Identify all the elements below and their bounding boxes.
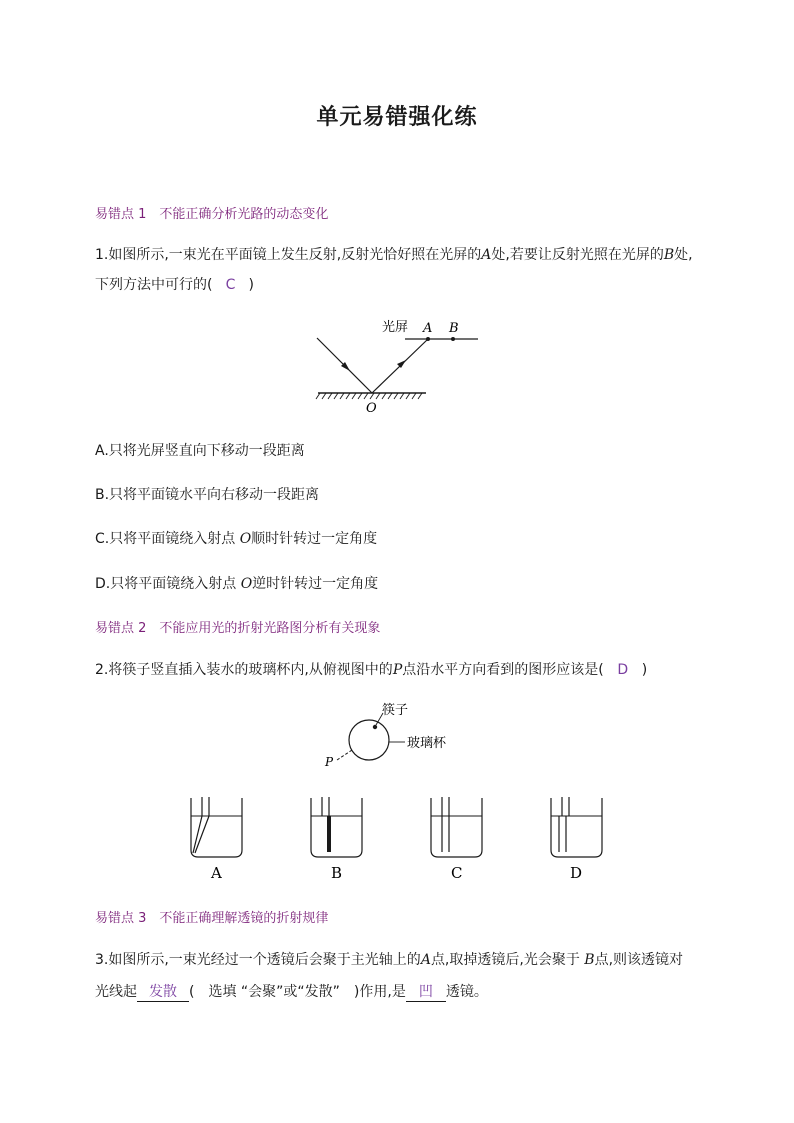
question-3-line-2: 光线起 发散 ( 选填 “会聚”或“发散” )作用,是 凹 透镜。 — [95, 984, 488, 1000]
option-1b: B.只将平面镜水平向右移动一段距离 — [95, 487, 320, 503]
section-1-label: 易错点 1 不能正确分析光路的动态变化 — [95, 207, 329, 222]
cup-c — [431, 797, 482, 857]
screen-label: 光屏 — [382, 320, 409, 335]
page-title: 单元易错强化练 — [316, 104, 478, 130]
question-2-line: 2.将筷子竖直插入装水的玻璃杯内,从俯视图中的P点沿水平方向看到的图形应该是( D ) — [95, 655, 647, 685]
choice-label-c: C — [451, 864, 463, 882]
option-1a: A.只将光屏竖直向下移动一段距离 — [95, 443, 305, 459]
blank-1: 发散 — [137, 983, 189, 1002]
cup-label: 玻璃杯 — [407, 736, 447, 751]
answer-1: C — [225, 277, 236, 293]
cup-top-view — [349, 720, 389, 760]
section-3-label: 易错点 3 不能正确理解透镜的折射规律 — [95, 911, 329, 926]
cup-d — [551, 797, 602, 857]
label-o: O — [366, 401, 377, 416]
label-a: A — [423, 321, 433, 336]
chopstick-label: 筷子 — [382, 703, 409, 718]
choice-label-d: D — [570, 864, 583, 882]
question-1-line-2: 下列方法中可行的( C ) — [95, 270, 254, 300]
reflection-diagram — [310, 315, 490, 420]
chopstick-dot — [373, 725, 377, 729]
section-2-label: 易错点 2 不能应用光的折射光路图分析有关现象 — [95, 621, 381, 636]
blank-2: 凹 — [406, 983, 446, 1002]
label-p: P — [325, 755, 334, 769]
option-1c: C.只将平面镜绕入射点 O顺时针转过一定角度 — [95, 531, 378, 547]
question-3-line-1: 3.如图所示,一束光经过一个透镜后会聚于主光轴上的A点,取掉透镜后,光会聚于 B点,则该透镜对 — [95, 952, 684, 968]
mirror-hatching — [316, 393, 422, 399]
label-b: B — [449, 321, 459, 336]
view-line — [337, 750, 352, 760]
option-1d: D.只将平面镜绕入射点 O逆时针转过一定角度 — [95, 576, 379, 592]
top-view-diagram — [315, 700, 485, 775]
choice-label-b: B — [331, 864, 343, 882]
point-b-dot — [451, 337, 455, 341]
answer-2: D — [617, 662, 629, 678]
cup-b — [311, 797, 362, 857]
question-1-line-1: 1.如图所示,一束光在平面镜上发生反射,反射光恰好照在光屏的A处,若要让反射光照在光屏的B处, — [95, 247, 693, 263]
cup-choices-diagram — [180, 795, 620, 885]
choice-label-a: A — [211, 864, 222, 882]
cup-a — [191, 797, 242, 857]
